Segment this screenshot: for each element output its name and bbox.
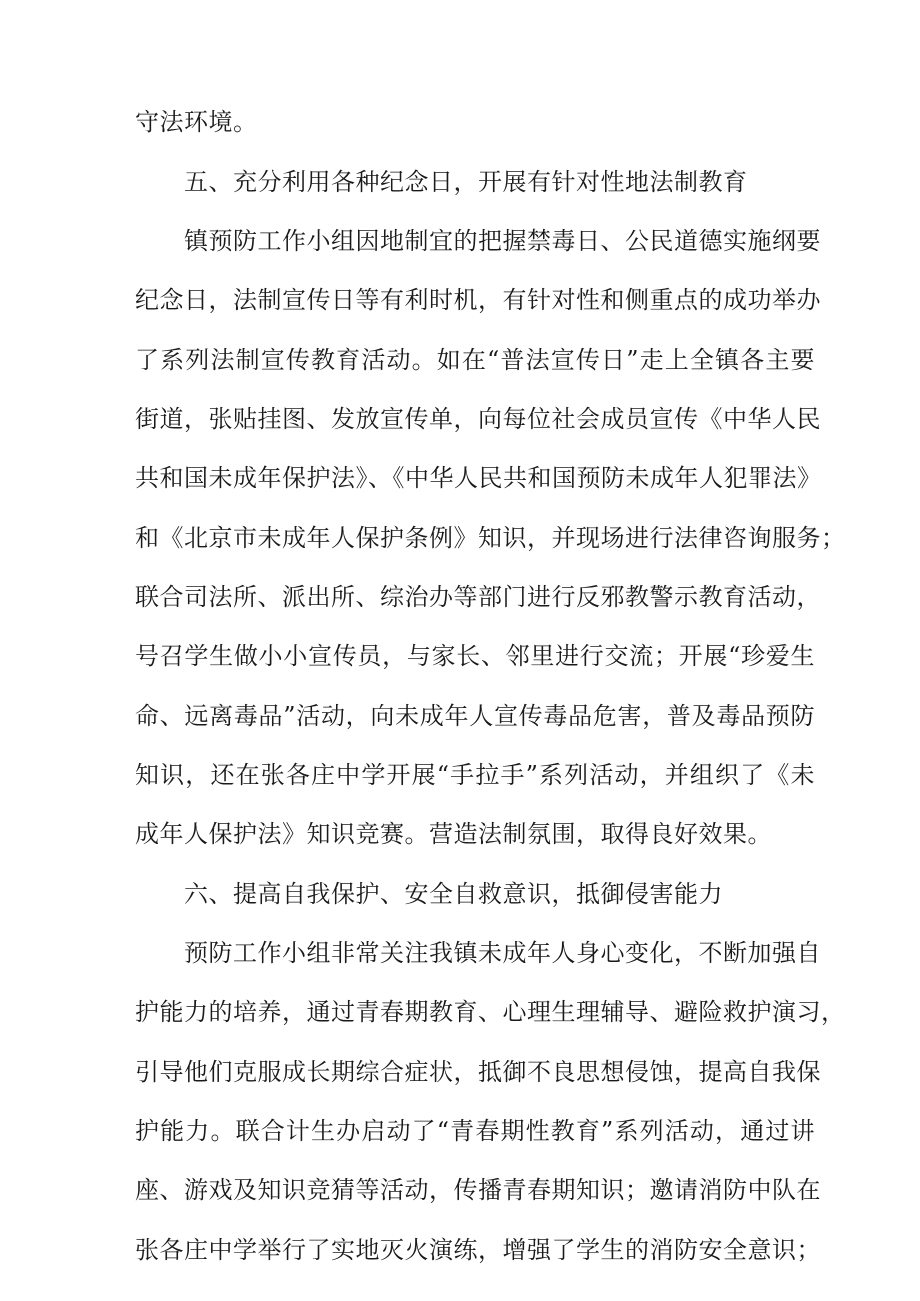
paragraph-line: 知识，还在张各庄中学开展“手拉手”系列活动，并组织了《未 xyxy=(135,761,815,789)
paragraph-line: 镇预防工作小组因地制宜的把握禁毒日、公民道德实施纲要 xyxy=(184,227,821,255)
paragraph-line: 号召学生做小小宣传员，与家长、邻里进行交流；开展“珍爱生 xyxy=(135,642,815,670)
section-heading-5: 五、充分利用各种纪念日，开展有针对性地法制教育 xyxy=(184,168,748,196)
paragraph-line: 共和国未成年保护法》、《中华人民共和国预防未成年人犯罪法》 xyxy=(135,464,822,492)
paragraph-line: 预防工作小组非常关注我镇未成年人身心变化，不断加强自 xyxy=(184,939,821,967)
paragraph-line: 了系列法制宣传教育活动。如在“普法宣传日”走上全镇各主要 xyxy=(135,346,815,374)
paragraph-line: 和《北京市未成年人保护条例》知识，并现场进行法律咨询服务； xyxy=(135,524,846,552)
paragraph-line: 街道，张贴挂图、发放宣传单，向每位社会成员宣传《中华人民 xyxy=(135,405,821,433)
paragraph-line: 联合司法所、派出所、综治办等部门进行反邪教警示教育活动， xyxy=(135,583,821,611)
paragraph-line: 引导他们克服成长期综合症状，抵御不良思想侵蚀，提高自我保 xyxy=(135,1058,821,1086)
paragraph-line: 命、远离毒品”活动，向未成年人宣传毒品危害，普及毒品预防 xyxy=(135,702,815,730)
paragraph-line: 张各庄中学举行了实地灭火演练，增强了学生的消防安全意识； xyxy=(135,1236,821,1264)
paragraph-line: 纪念日，法制宣传日等有利时机，有针对性和侧重点的成功举办 xyxy=(135,286,821,314)
paragraph-line: 护能力的培养，通过青春期教育、心理生理辅导、避险救护演习， xyxy=(135,998,846,1026)
paragraph-line: 守法环境。 xyxy=(135,108,258,136)
paragraph-line: 护能力。联合计生办启动了“青春期性教育”系列活动，通过讲 xyxy=(135,1117,815,1145)
section-heading-6: 六、提高自我保护、安全自救意识，抵御侵害能力 xyxy=(184,880,723,908)
paragraph-line: 座、游戏及知识竞猜等活动，传播青春期知识；邀请消防中队在 xyxy=(135,1176,821,1204)
paragraph-line: 成年人保护法》知识竞赛。营造法制氛围，取得良好效果。 xyxy=(135,820,772,848)
